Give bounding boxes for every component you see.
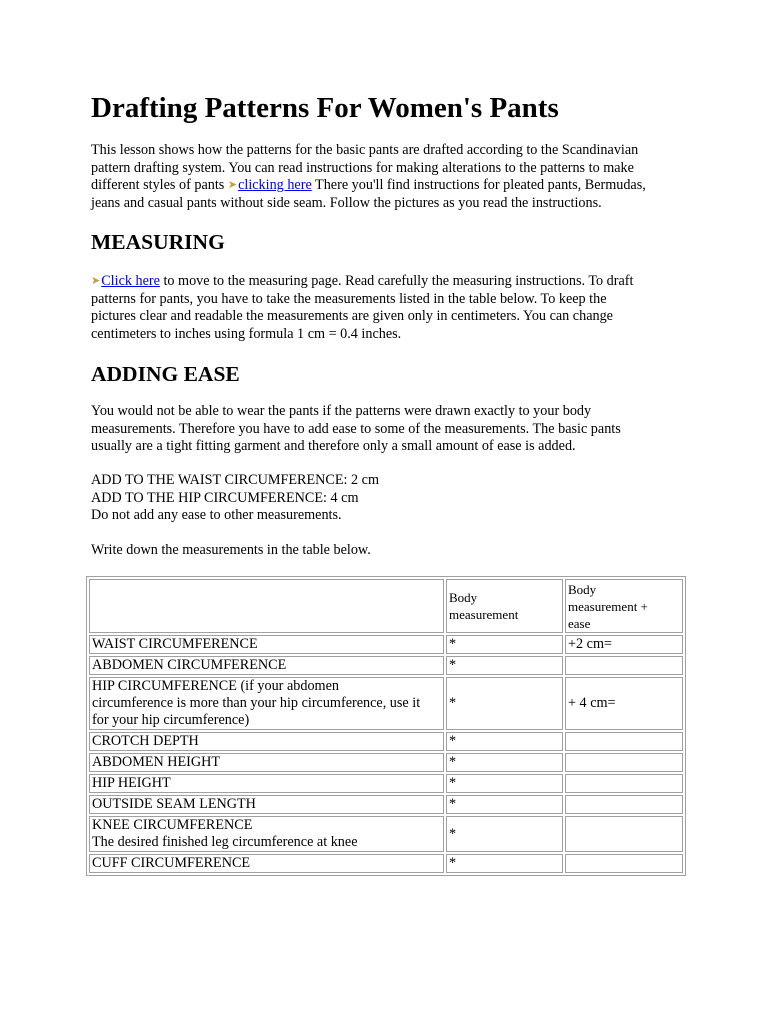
header-text: measurement + <box>568 598 648 614</box>
ease-rules <box>91 472 691 525</box>
body-cell[interactable]: * <box>446 656 563 675</box>
header-text: Body <box>449 590 478 605</box>
ease-cell[interactable]: +2 cm= <box>565 635 683 654</box>
row-label: WAIST CIRCUMFERENCE <box>89 635 444 654</box>
row-label-text: for your hip circumference) <box>92 712 250 728</box>
intro-text: different styles of pants <box>91 177 228 194</box>
row-label: CUFF CIRCUMFERENCE <box>89 854 444 873</box>
table-row <box>89 677 683 730</box>
page-title: Drafting Patterns For Women's Pants <box>91 92 559 124</box>
measuring-line: patterns for pants, you have to take the measurements listed in the table below. To keep the <box>91 290 607 307</box>
table-row <box>89 816 683 852</box>
body-cell[interactable]: * <box>446 677 563 730</box>
arrow-bullet-icon: ➤ <box>227 179 238 192</box>
ease-line: measurements. Therefore you have to add ease to some of the measurements. The basic pants <box>91 420 621 437</box>
row-label: ABDOMEN CIRCUMFERENCE <box>89 656 444 675</box>
intro-paragraph <box>91 142 691 212</box>
header-body-measurement-ease <box>565 579 683 633</box>
table-header-row <box>89 579 683 633</box>
ease-cell[interactable] <box>565 816 683 852</box>
body-cell[interactable]: * <box>446 635 563 654</box>
header-empty-cell <box>89 579 444 633</box>
row-label: HIP HEIGHT <box>89 774 444 793</box>
ease-line: usually are a tight fitting garment and therefore only a small amount of ease is added. <box>91 438 576 455</box>
table-row <box>89 656 683 675</box>
table-row <box>89 774 683 793</box>
row-label-text: circumference is more than your hip circumference, use it <box>92 695 421 711</box>
table-row <box>89 795 683 814</box>
table-instruction <box>91 542 691 560</box>
measurements-table <box>86 576 686 876</box>
write-down-text: Write down the measurements in the table below. <box>91 542 371 558</box>
ease-cell[interactable] <box>565 795 683 814</box>
clicking-here-link[interactable]: clicking here <box>238 177 312 194</box>
row-label: CROTCH DEPTH <box>89 732 444 751</box>
ease-paragraph <box>91 403 691 456</box>
header-text: Body <box>568 581 597 597</box>
header-text: ease <box>568 615 591 631</box>
body-cell[interactable]: * <box>446 816 563 852</box>
intro-line: jeans and casual pants without side seam. Follow the pictures as you read the instructions. <box>91 194 602 211</box>
body-cell[interactable]: * <box>446 774 563 793</box>
body-cell[interactable]: * <box>446 753 563 772</box>
click-here-link[interactable]: Click here <box>101 273 160 289</box>
ease-cell[interactable] <box>565 753 683 772</box>
ease-cell[interactable] <box>565 656 683 675</box>
row-label <box>89 677 444 730</box>
measuring-text: to move to the measuring page. Read carefully the measuring instructions. To draft <box>159 273 634 289</box>
measuring-paragraph <box>91 273 691 343</box>
intro-line: This lesson shows how the patterns for the basic pants are drafted according to the Scandinavian <box>91 142 639 158</box>
row-label: OUTSIDE SEAM LENGTH <box>89 795 444 814</box>
ease-cell[interactable] <box>565 732 683 751</box>
arrow-bullet-icon: ➤ <box>91 275 101 287</box>
intro-line: pattern drafting system. You can read instructions for making alterations to the patterns to make <box>91 159 634 176</box>
body-cell[interactable]: * <box>446 795 563 814</box>
row-label-text: KNEE CIRCUMFERENCE <box>92 817 253 833</box>
measuring-heading: MEASURING <box>91 230 225 254</box>
body-cell[interactable]: * <box>446 854 563 873</box>
body-cell[interactable]: * <box>446 732 563 751</box>
measuring-line <box>91 273 691 291</box>
ease-cell[interactable] <box>565 774 683 793</box>
intro-line <box>91 177 691 195</box>
row-label <box>89 816 444 852</box>
table-row <box>89 732 683 751</box>
waist-ease-rule: ADD TO THE WAIST CIRCUMFERENCE: 2 cm <box>91 472 379 488</box>
other-ease-rule: Do not add any ease to other measurements. <box>91 507 342 524</box>
row-label: ABDOMEN HEIGHT <box>89 753 444 772</box>
table-row <box>89 635 683 654</box>
header-text: measurement <box>449 607 519 622</box>
table-row <box>89 854 683 873</box>
ease-line: You would not be able to wear the pants if the patterns were drawn exactly to your body <box>91 403 592 419</box>
ease-cell[interactable]: + 4 cm= <box>565 677 683 730</box>
row-label-text: HIP CIRCUMFERENCE (if your abdomen <box>92 678 339 694</box>
row-label-text: The desired finished leg circumference at knee <box>92 834 358 850</box>
header-body-measurement <box>446 579 563 633</box>
measuring-line: centimeters to inches using formula 1 cm = 0.4 inches. <box>91 325 402 342</box>
adding-ease-heading: ADDING EASE <box>91 362 240 386</box>
measuring-line: pictures clear and readable the measurements are given only in centimeters. You can change <box>91 308 613 325</box>
intro-text: There you'll find instructions for pleated pants, Bermudas, <box>311 177 646 194</box>
hip-ease-rule: ADD TO THE HIP CIRCUMFERENCE: 4 cm <box>91 489 359 506</box>
ease-cell[interactable] <box>565 854 683 873</box>
table-row <box>89 753 683 772</box>
